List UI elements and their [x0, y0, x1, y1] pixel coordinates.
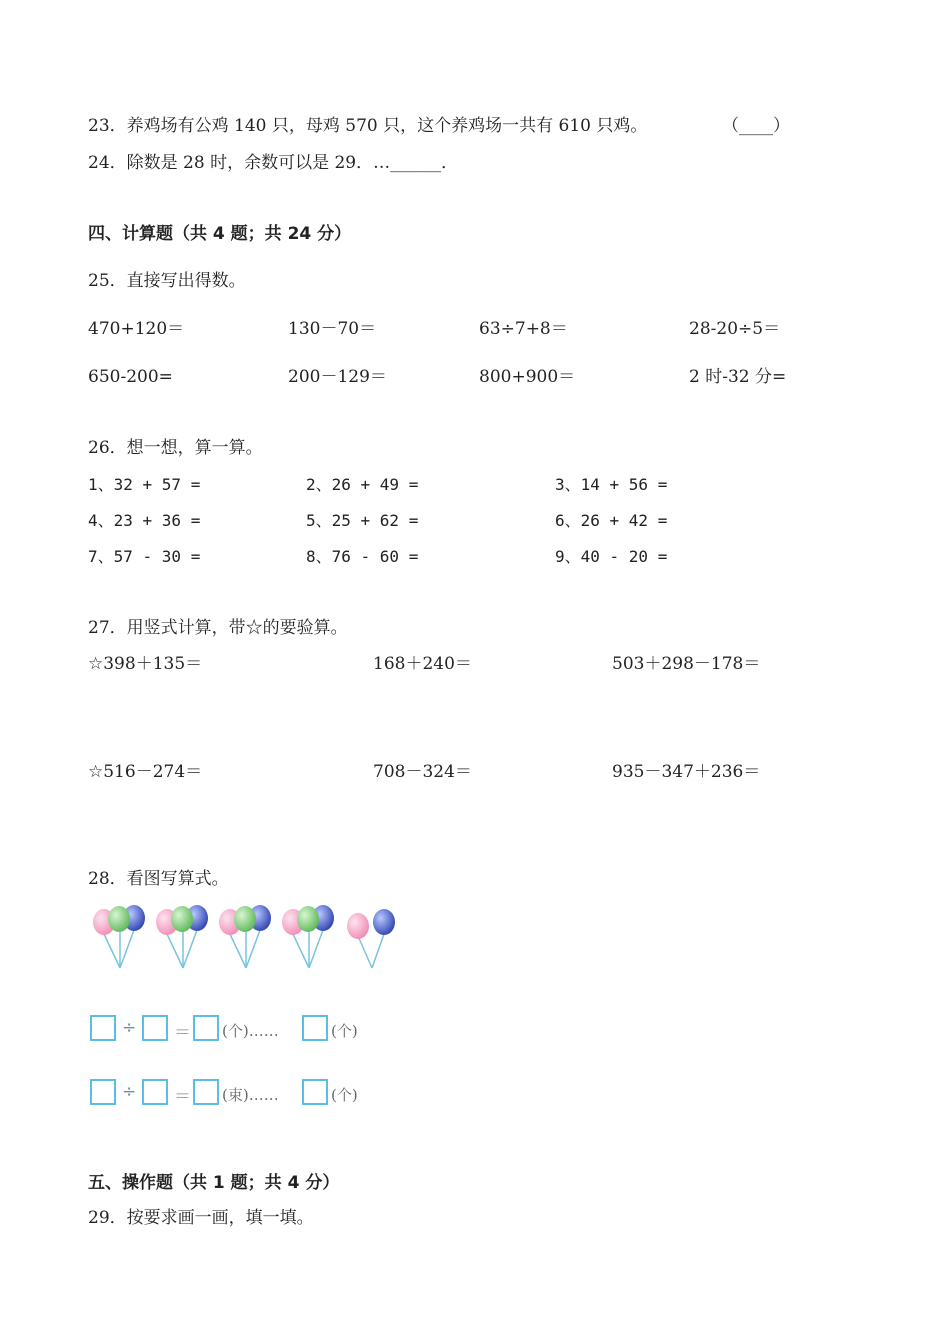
q25-item: 470+120＝ [88, 319, 185, 339]
q26-item: 6、26 + 42 = [555, 511, 668, 530]
balloons-illustration [90, 902, 410, 974]
divide-sign: ÷ [122, 1082, 137, 1102]
balloon-bunch [156, 905, 208, 968]
answer-box[interactable] [302, 1079, 328, 1105]
unit-label: (个) [331, 1022, 358, 1040]
balloon-bunch [347, 909, 395, 968]
q26-item: 9、40 - 20 = [555, 547, 668, 566]
answer-box[interactable] [90, 1015, 116, 1041]
q27-item: 503＋298－178＝ [612, 654, 761, 674]
answer-box[interactable] [193, 1079, 219, 1105]
q26-item: 8、76 - 60 = [306, 547, 419, 566]
q25-item: 200－129＝ [288, 367, 387, 387]
equals-sign: ＝ [174, 1087, 191, 1107]
q26-item: 4、23 + 36 = [88, 511, 201, 530]
q28-equation-row-2 [90, 1077, 390, 1109]
q27-item: ☆516－274＝ [88, 762, 203, 782]
q26-item: 5、25 + 62 = [306, 511, 419, 530]
q28-equation-row-1 [90, 1013, 390, 1045]
q27-item: 935－347＋236＝ [612, 762, 761, 782]
answer-box[interactable] [142, 1079, 168, 1105]
q26-item: 2、26 + 49 = [306, 475, 419, 494]
q25-title: 25．直接写出得数。 [88, 271, 246, 291]
answer-box[interactable] [90, 1079, 116, 1105]
answer-box[interactable] [302, 1015, 328, 1041]
q26-item: 1、32 + 57 = [88, 475, 201, 494]
q24-text: 24．除数是 28 时，余数可以是 29．…______． [88, 153, 459, 173]
answer-box[interactable] [142, 1015, 168, 1041]
q27-item: 168＋240＝ [373, 654, 472, 674]
q26-title: 26．想一想，算一算。 [88, 438, 263, 458]
q27-title: 27．用竖式计算，带☆的要验算。 [88, 618, 348, 638]
q25-item: 28-20÷5＝ [689, 319, 781, 339]
q23-text: 23．养鸡场有公鸡 140 只，母鸡 570 只，这个养鸡场一共有 610 只鸡。 [88, 116, 648, 136]
q25-item: 130－70＝ [288, 319, 377, 339]
q26-item: 7、57 - 30 = [88, 547, 201, 566]
q25-item: 63÷7+8＝ [479, 319, 568, 339]
q23-answer-blank[interactable]: （____） [722, 116, 790, 136]
section4-title: 四、计算题（共 4 题；共 24 分） [88, 224, 352, 244]
balloon-bunch [282, 905, 334, 968]
equals-sign: ＝ [174, 1023, 191, 1043]
q25-item: 2 时-32 分= [689, 367, 787, 387]
q28-title: 28．看图写算式。 [88, 869, 229, 889]
balloon-bunch [219, 905, 271, 968]
q25-item: 800+900＝ [479, 367, 576, 387]
divide-sign: ÷ [122, 1018, 137, 1038]
q26-item: 3、14 + 56 = [555, 475, 668, 494]
q27-item: 708－324＝ [373, 762, 472, 782]
section5-title: 五、操作题（共 1 题；共 4 分） [88, 1173, 340, 1193]
q25-item: 650-200= [88, 367, 173, 387]
unit-label: (个) [331, 1086, 358, 1104]
unit-label: (个)…… [222, 1022, 279, 1040]
q27-item: ☆398＋135＝ [88, 654, 203, 674]
q29-title: 29．按要求画一画，填一填。 [88, 1208, 314, 1228]
unit-label: (束)…… [222, 1086, 279, 1104]
balloon-bunch [93, 905, 145, 968]
answer-box[interactable] [193, 1015, 219, 1041]
